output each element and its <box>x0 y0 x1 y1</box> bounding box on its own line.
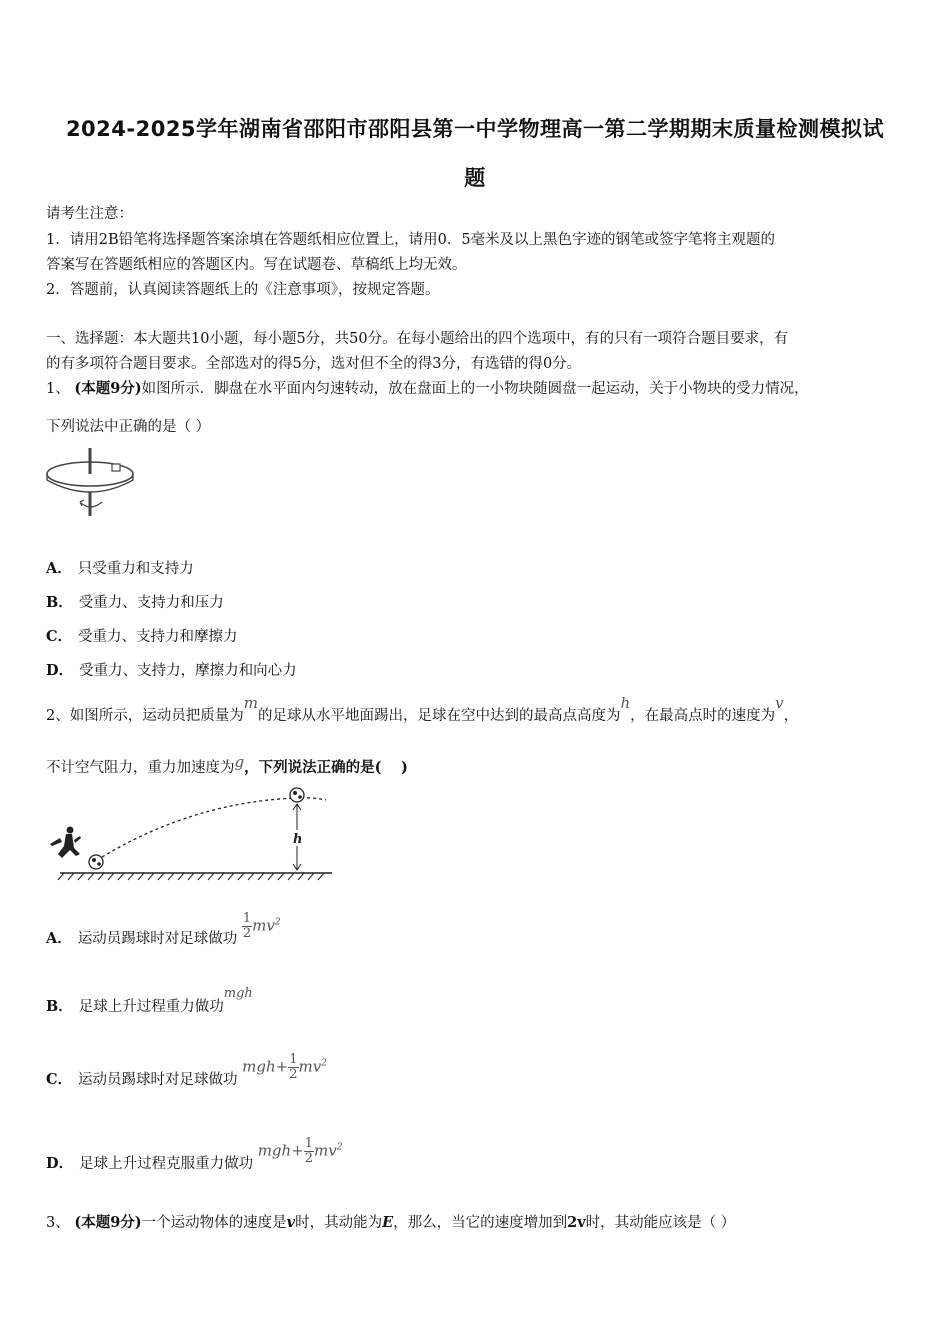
q2-option-d[interactable] <box>46 1136 343 1172</box>
q1-option-a-label: A． <box>46 560 72 577</box>
q2-stem-b: 的足球从水平地面踢出，足球在空中达到的最高点高度为 <box>257 708 621 724</box>
q2-option-d-label: D． <box>46 1154 74 1172</box>
fraction-numerator: 1 <box>304 1136 314 1151</box>
q1-option-c-label: C． <box>46 628 73 645</box>
q2-stem-c: ，在最高点时的速度为 <box>630 708 776 724</box>
q1-option-d[interactable] <box>46 659 297 680</box>
q2-stem-f: ，下列说法正确的是( ) <box>244 759 408 776</box>
fraction-denominator: 2 <box>289 1067 298 1082</box>
q2-option-c-text: 运动员踢球时对足球做功 <box>78 1071 238 1088</box>
q2-stem-line1 <box>46 694 799 725</box>
q1-option-a[interactable] <box>46 557 194 578</box>
q2-option-b-label: B． <box>46 998 73 1015</box>
q2-option-d-square: 2 <box>336 1142 343 1153</box>
q2-option-d-text: 足球上升过程克服重力做功 <box>79 1155 254 1172</box>
q3-stem-b: 时，其动能为 <box>295 1215 383 1231</box>
q2-var-g: g <box>234 753 245 771</box>
document-title-line2: 题 <box>464 166 486 190</box>
q2-option-c-fraction <box>288 1053 298 1082</box>
notice-item2: 2．答题前，认真阅读答题纸上的《注意事项》，按规定答题。 <box>46 282 440 298</box>
q1-option-a-text: 只受重力和支持力 <box>77 561 194 577</box>
q1-option-d-label: D． <box>46 662 74 679</box>
q1-stem-text1: 如图所示．脚盘在水平面内匀速转动，放在盘面上的一小物块随圆盘一起运动，关于小物块的受力情况， <box>141 381 809 397</box>
q3-var-2v: 2v <box>567 1214 586 1231</box>
q1-option-d-text: 受重力、支持力，摩擦力和向心力 <box>79 663 297 679</box>
q2-option-b-text: 足球上升过程重力做功 <box>78 999 224 1015</box>
notice-item1-line2: 答案写在答题纸相应的答题区内。写在试题卷、草稿纸上均无效。 <box>46 257 467 273</box>
q2-var-v: v <box>775 694 784 712</box>
q3-stem-c: ，那么，当它的速度增加到 <box>393 1215 568 1231</box>
q2-option-a-label: A． <box>46 929 72 947</box>
q1-option-b-text: 受重力、支持力和压力 <box>78 595 224 611</box>
q3-points: (本题9分) <box>74 1214 142 1231</box>
q2-option-d-fraction <box>304 1137 314 1166</box>
q2-option-c-mv: mv <box>298 1057 322 1076</box>
player-figure <box>50 827 81 859</box>
fraction-denominator: 2 <box>304 1151 314 1166</box>
q2-option-a-mv: mv <box>252 916 275 935</box>
fraction-numerator: 1 <box>242 911 252 926</box>
q2-var-h: h <box>620 694 631 712</box>
q2-stem-a: 2、如图所示，运动员把质量为 <box>46 708 244 724</box>
q2-option-d-mgh: mgh <box>257 1141 292 1160</box>
q2-option-c-plus: + <box>275 1057 289 1076</box>
notice-item1-line1: 1．请用2B铅笔将选择题答案涂填在答题纸相应位置上，请用0．5毫米及以上黑色字迹的钢笔或签字笔将主观题的 <box>46 232 776 248</box>
q3-var-E: E <box>382 1214 394 1231</box>
q3-stem-d: 时，其动能应该是（ ） <box>585 1215 736 1231</box>
q1-option-c-text: 受重力、支持力和摩擦力 <box>78 629 238 645</box>
q2-var-m: m <box>243 694 258 712</box>
section1-line1: 一、选择题：本大题共10小题，每小题5分，共50分。在每小题给出的四个选项中，有的只有一项符合题目要求，有 <box>46 331 789 347</box>
q1-stem-line2: 下列说法中正确的是（ ） <box>46 419 211 435</box>
q1-points: (本题9分) <box>74 380 142 397</box>
section1-line2: 的有多项符合题目要求。全部选对的得5分，选对但不全的得3分，有选错的得0分。 <box>46 356 582 372</box>
q3-number: 3、 <box>46 1215 70 1231</box>
football-kick-figure <box>44 784 336 882</box>
q1-option-b[interactable] <box>46 591 224 612</box>
q3-stem-a: 一个运动物体的速度是 <box>141 1215 287 1231</box>
q2-option-c-label: C． <box>46 1070 73 1088</box>
rotating-disk-figure <box>44 444 140 520</box>
q2-option-a-text: 运动员踢球时对足球做功 <box>77 930 238 947</box>
q1-number: 1、 <box>46 381 70 397</box>
q2-option-a[interactable] <box>46 911 281 947</box>
q3-stem <box>46 1211 735 1232</box>
q3-var-v: v <box>286 1214 296 1231</box>
q2-stem-d: ， <box>783 708 799 724</box>
figure-label-h: h <box>293 832 303 847</box>
q2-option-a-square: 2 <box>274 917 281 928</box>
q2-option-d-mv: mv <box>314 1141 337 1160</box>
q2-option-b[interactable] <box>46 986 253 1016</box>
fraction-numerator: 1 <box>289 1052 298 1067</box>
q1-option-b-label: B． <box>46 594 73 611</box>
q2-stem-line2 <box>46 753 408 777</box>
q2-option-a-fraction <box>242 912 252 941</box>
q2-stem-e: 不计空气阻力，重力加速度为 <box>46 760 235 776</box>
fraction-denominator: 2 <box>242 926 252 941</box>
q1-option-c[interactable] <box>46 625 238 646</box>
q1-stem-line1 <box>46 377 809 398</box>
q2-option-c-square: 2 <box>321 1058 327 1069</box>
q2-option-c[interactable] <box>46 1052 327 1088</box>
q2-option-b-mgh: mgh <box>223 986 253 1001</box>
q2-option-d-plus: + <box>291 1141 304 1160</box>
q2-option-c-mgh: mgh <box>242 1057 276 1076</box>
notice-heading: 请考生注意： <box>46 206 133 222</box>
document-title-line1: 2024-2025学年湖南省邵阳市邵阳县第一中学物理高一第二学期期末质量检测模拟试 <box>65 117 885 141</box>
